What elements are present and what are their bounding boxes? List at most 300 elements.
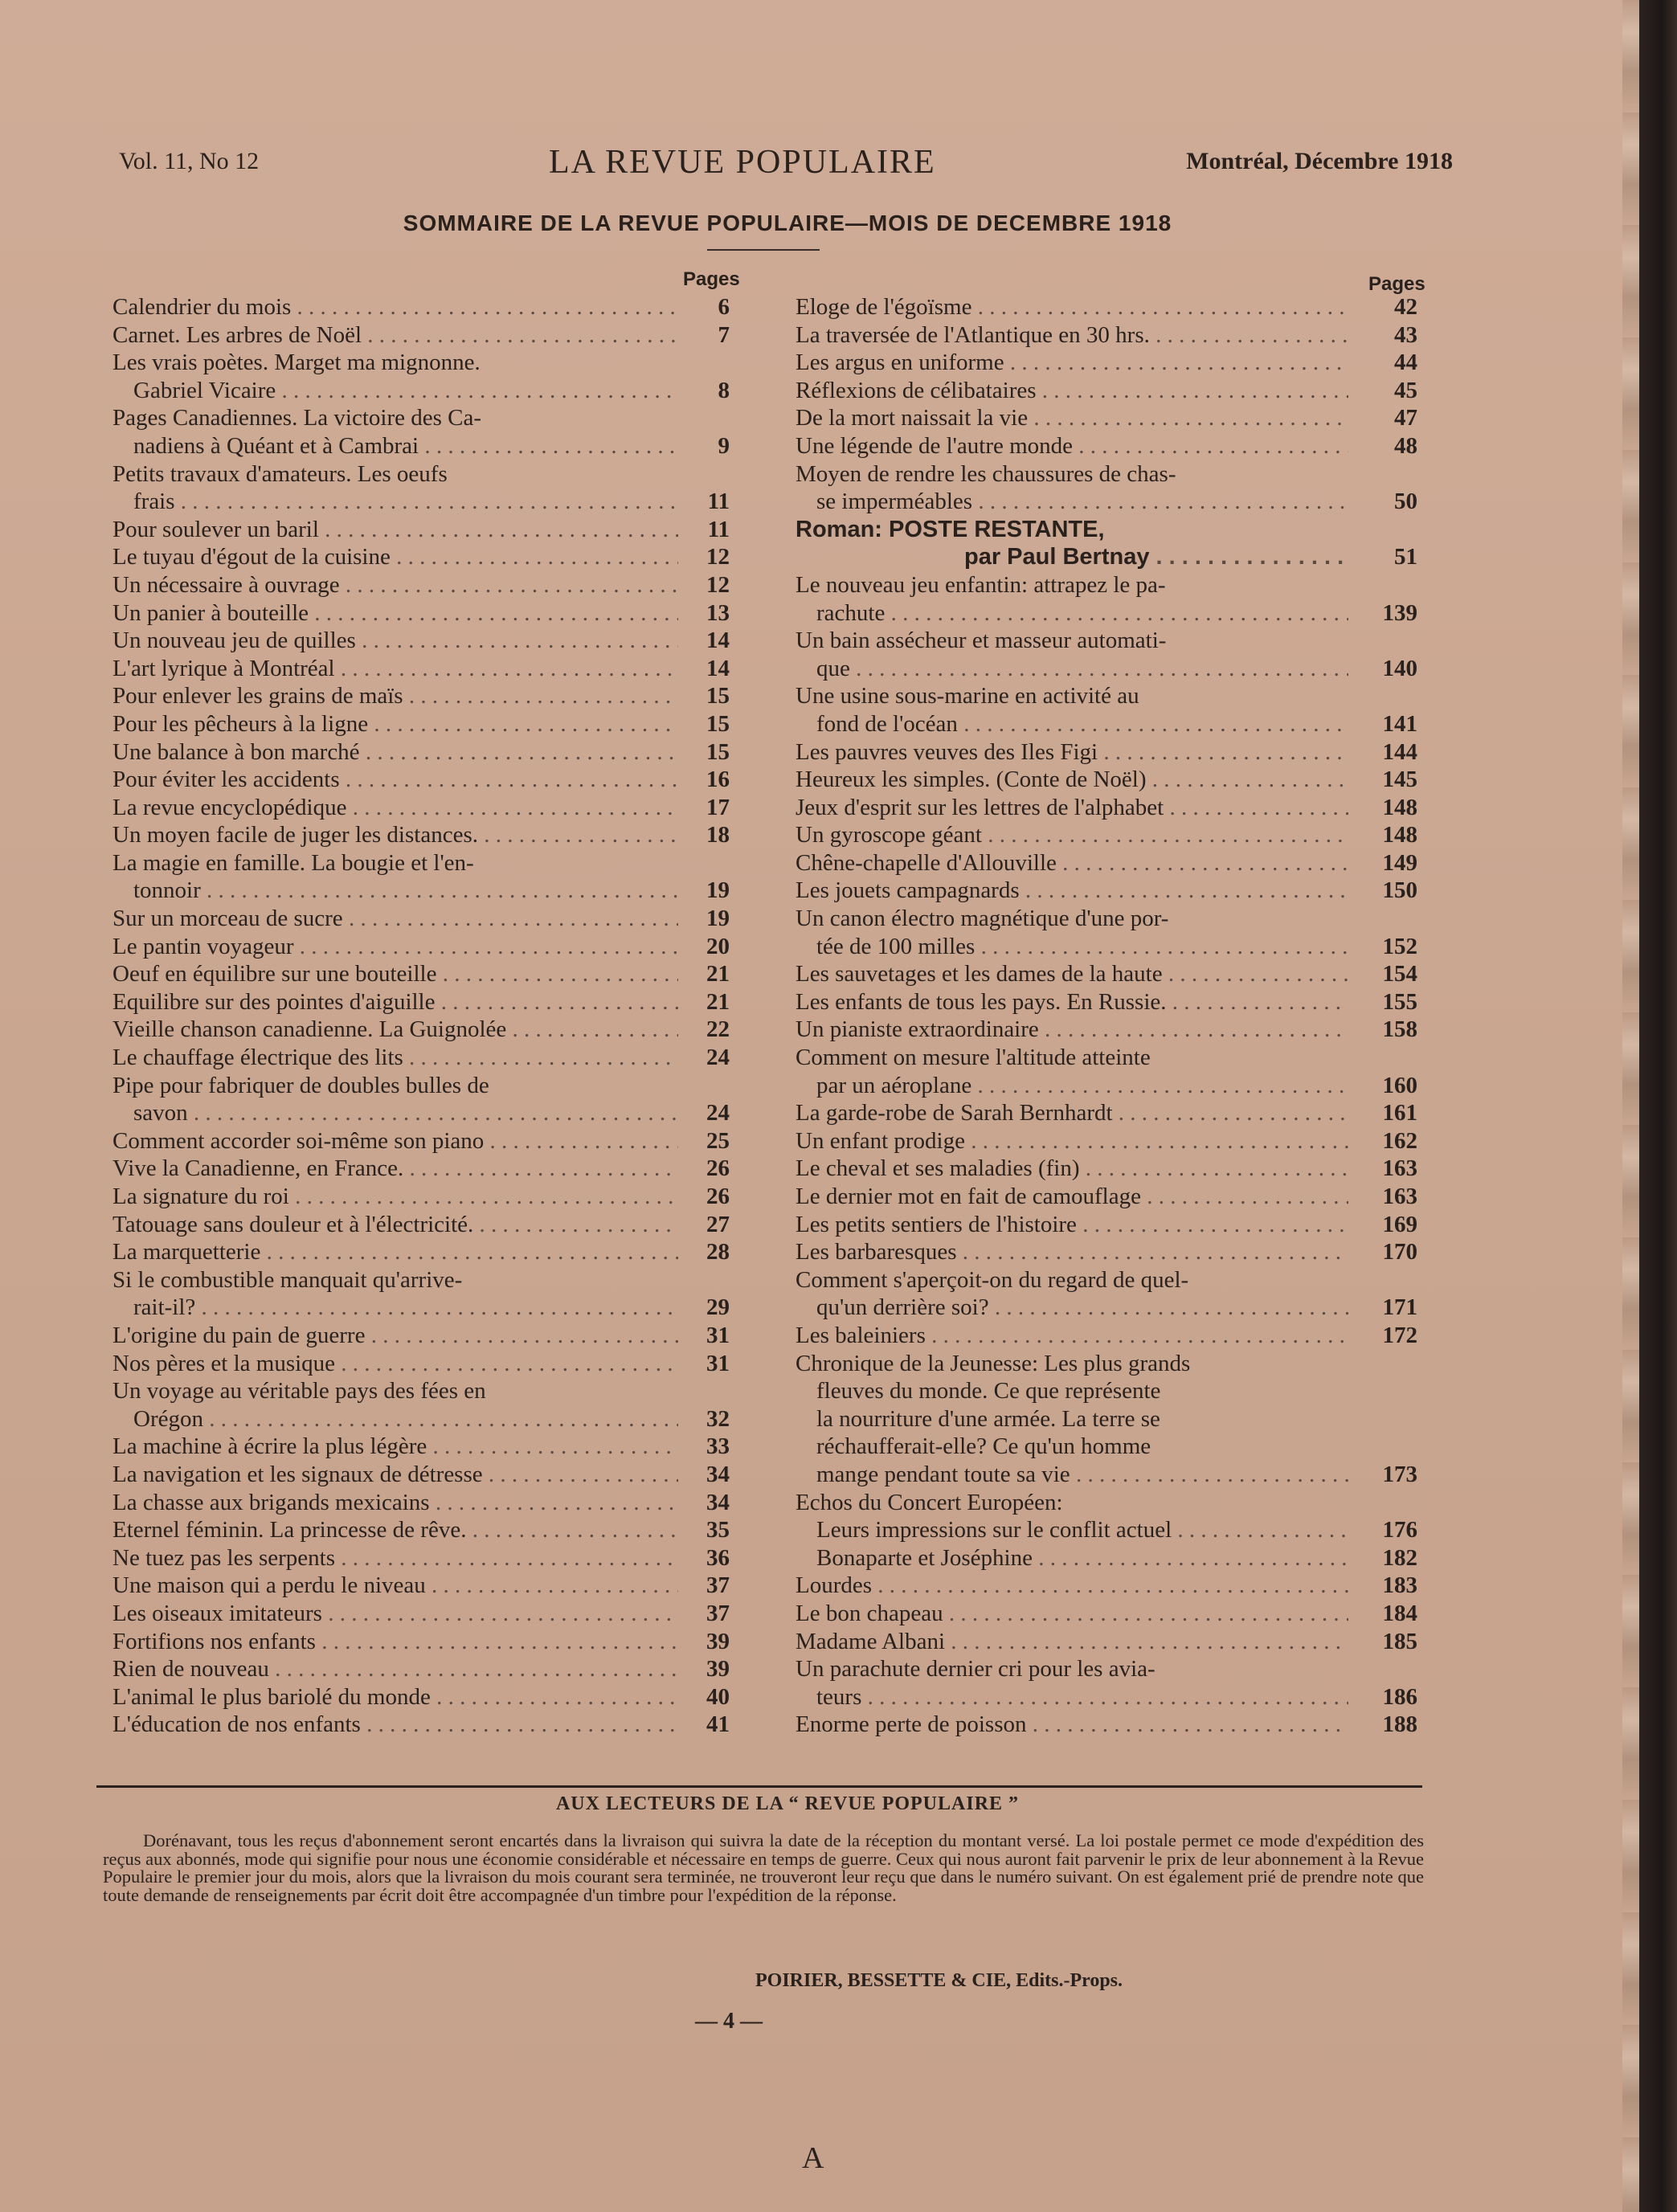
toc-entry — [112, 905, 730, 933]
toc-entry-title: par Paul Bertnay . . . — [796, 543, 1348, 571]
toc-entry — [796, 933, 1417, 961]
toc-entry — [112, 1211, 730, 1239]
toc-entry-title: Fortifions nos enfants . . . — [112, 1628, 678, 1656]
toc-entry-page: 188 — [1382, 1711, 1417, 1738]
toc-entry — [112, 404, 725, 432]
toc-entry — [796, 1072, 1417, 1100]
toc-entry — [112, 1044, 730, 1072]
toc-entry — [796, 1489, 1417, 1517]
toc-entry-title: Un nouveau jeu de quilles . . . — [112, 627, 678, 655]
toc-entry — [796, 1377, 1417, 1405]
notice-title: AUX LECTEURS DE LA “ REVUE POPULAIRE ” — [555, 1793, 1020, 1814]
toc-entry — [112, 1350, 730, 1378]
toc-entry-title: Comment s'aperçoit-on du regard de quel- — [796, 1266, 1189, 1293]
toc-entry — [796, 571, 1417, 599]
toc-entry-page: 39 — [706, 1628, 730, 1654]
toc-entry-title: fleuves du monde. Ce que représente — [816, 1378, 1161, 1404]
toc-entry — [112, 933, 730, 961]
toc-entry — [112, 1544, 730, 1572]
toc-entry-page: 152 — [1382, 933, 1417, 959]
toc-entry-title: Orégon . . . — [112, 1405, 678, 1433]
toc-entry-title: tonnoir . . . — [112, 877, 678, 905]
toc-entry — [796, 1433, 1417, 1461]
toc-entry — [796, 543, 1417, 571]
toc-entry-title: L'animal le plus bariolé du monde . . . — [112, 1683, 678, 1711]
toc-entry-title: Chronique de la Jeunesse: Les plus grands — [796, 1350, 1191, 1376]
toc-entry — [796, 321, 1417, 350]
toc-entry-title: Un moyen facile de juger les distances. . . . — [112, 821, 678, 849]
toc-entry-title: Echos du Concert Européen: — [796, 1489, 1063, 1515]
toc-entry — [796, 682, 1417, 710]
toc-entry-page: 50 — [1394, 489, 1417, 515]
toc-entry-page: 6 — [718, 294, 730, 320]
toc-entry — [112, 682, 730, 710]
toc-entry-page: 186 — [1382, 1683, 1417, 1710]
toc-entry — [796, 1683, 1417, 1711]
toc-entry-title: frais . . . — [112, 488, 678, 516]
toc-entry — [796, 1655, 1417, 1683]
toc-entry-page: 182 — [1382, 1544, 1417, 1571]
toc-entry-title: Tatouage sans douleur et à l'électricité. . . . — [112, 1211, 678, 1239]
left-pages-label: Pages — [683, 268, 740, 290]
toc-entry-title: Carnet. Les arbres de Noël . . . — [112, 321, 678, 350]
toc-entry-page: 11 — [707, 489, 730, 515]
toc-entry — [112, 1683, 730, 1711]
toc-entry-title: Un parachute dernier cri pour les avia- — [796, 1656, 1155, 1683]
toc-entry-title: Moyen de rendre les chaussures de chas- — [796, 460, 1176, 487]
toc-entry-page: 28 — [706, 1239, 730, 1265]
toc-entry — [112, 571, 730, 599]
toc-entry-title: Une usine sous-marine en activité au — [796, 683, 1139, 709]
toc-entry — [112, 321, 730, 350]
toc-entry-title: nadiens à Quéant et à Cambrai . . . — [112, 432, 678, 460]
toc-entry-title: Madame Albani . . . — [796, 1628, 1348, 1656]
toc-entry-title: Les enfants de tous les pays. En Russie. . . . — [796, 988, 1348, 1016]
toc-entry-title: La magie en famille. La bougie et l'en- — [112, 849, 474, 876]
toc-entry — [112, 1016, 730, 1044]
toc-entry-title: Un enfant prodige . . . — [796, 1127, 1348, 1155]
toc-entry-title: Un pianiste extraordinaire . . . — [796, 1016, 1348, 1044]
toc-entry-title: La traversée de l'Atlantique en 30 hrs. . . . — [796, 321, 1348, 350]
toc-entry-title: Pipe pour fabriquer de doubles bulles de — [112, 1072, 489, 1098]
toc-entry-page: 15 — [706, 710, 730, 737]
toc-entry-title: Les sauvetages et les dames de la haute . . . — [796, 960, 1348, 988]
toc-entry-title: Pour soulever un baril . . . — [112, 516, 678, 544]
toc-entry-title: Les pauvres veuves des Iles Figi . . . — [796, 738, 1348, 767]
toc-entry — [112, 655, 730, 683]
toc-entry-title: Enorme perte de poisson . . . — [796, 1711, 1348, 1739]
toc-entry-page: 14 — [706, 628, 730, 654]
toc-entry-page: 31 — [706, 1322, 730, 1348]
toc-entry-page: 36 — [706, 1544, 730, 1571]
toc-entry — [796, 1183, 1417, 1211]
toc-entry-page: 34 — [706, 1489, 730, 1515]
toc-entry-title: Bonaparte et Joséphine . . . — [796, 1544, 1348, 1572]
toc-entry — [796, 599, 1417, 628]
toc-entry-page: 19 — [706, 906, 730, 932]
toc-entry-title: La navigation et les signaux de détresse . . . — [112, 1461, 678, 1489]
toc-entry — [112, 1628, 730, 1656]
toc-entry-title: Roman: POSTE RESTANTE, — [796, 516, 1105, 542]
toc-entry-page: 41 — [706, 1711, 730, 1738]
toc-entry — [796, 1155, 1417, 1183]
toc-entry — [796, 1322, 1417, 1350]
toc-entry-title: Le bon chapeau . . . — [796, 1600, 1348, 1628]
toc-entry-page: 35 — [706, 1517, 730, 1543]
toc-entry-title: Un voyage au véritable pays des fées en — [112, 1378, 486, 1404]
toc-entry-title: Une légende de l'autre monde . . . — [796, 432, 1348, 460]
toc-entry-title: mange pendant toute sa vie . . . — [796, 1461, 1348, 1489]
toc-entry-title: L'origine du pain de guerre . . . — [112, 1322, 678, 1350]
toc-entry — [112, 738, 730, 767]
toc-entry — [112, 627, 730, 655]
toc-entry-title: teurs . . . — [796, 1683, 1348, 1711]
toc-entry-page: 27 — [706, 1211, 730, 1237]
toc-entry-title: se imperméables . . . — [796, 488, 1348, 516]
toc-entry-title: rachute . . . — [796, 599, 1348, 628]
toc-entry-title: Vieille chanson canadienne. La Guignolée . . . — [112, 1016, 678, 1044]
toc-entry-page: 31 — [706, 1350, 730, 1376]
toc-entry-page: 18 — [706, 822, 730, 848]
toc-entry-page: 37 — [706, 1600, 730, 1626]
toc-entry — [796, 627, 1417, 655]
toc-entry-title: Sur un morceau de sucre . . . — [112, 905, 678, 933]
toc-entry — [112, 349, 725, 377]
toc-entry-page: 32 — [706, 1405, 730, 1432]
toc-entry-title: La garde-robe de Sarah Bernhardt . . . — [796, 1099, 1348, 1127]
toc-entry — [112, 460, 725, 489]
toc-entry — [112, 1655, 730, 1683]
toc-entry-title: Eloge de l'égoïsme . . . — [796, 293, 1348, 321]
toc-entry — [796, 1294, 1417, 1322]
toc-entry — [796, 377, 1417, 405]
toc-entry-page: 158 — [1382, 1016, 1417, 1043]
toc-entry — [796, 794, 1417, 822]
toc-entry-page: 163 — [1382, 1155, 1417, 1182]
toc-entry-page: 37 — [706, 1572, 730, 1599]
toc-entry-title: Le tuyau d'égout de la cuisine . . . — [112, 543, 678, 571]
toc-entry-title: Chêne-chapelle d'Allouville . . . — [796, 849, 1348, 877]
toc-entry — [796, 766, 1417, 794]
toc-entry — [796, 1516, 1417, 1544]
toc-entry-title: Un canon électro magnétique d'une por- — [796, 906, 1169, 932]
toc-entry — [112, 293, 730, 321]
toc-entry-title: savon . . . — [112, 1099, 678, 1127]
toc-entry — [796, 1211, 1417, 1239]
toc-entry — [796, 655, 1417, 683]
toc-entry-page: 15 — [706, 738, 730, 765]
toc-entry-title: la nourriture d'une armée. La terre se — [816, 1405, 1160, 1432]
toc-entry — [112, 1489, 730, 1517]
toc-entry-title: Comment accorder soi-même son piano . . . — [112, 1127, 678, 1155]
toc-entry — [796, 488, 1417, 516]
toc-entry — [112, 1155, 730, 1183]
toc-entry-title: que . . . — [796, 655, 1348, 683]
toc-entry-page: 24 — [706, 1100, 730, 1126]
toc-entry-page: 8 — [718, 377, 730, 403]
toc-entry — [112, 1711, 730, 1739]
toc-entry — [112, 821, 730, 849]
publisher-line: POIRIER, BESSETTE & CIE, Edits.-Props. — [755, 1970, 1123, 1991]
toc-entry-page: 183 — [1382, 1572, 1417, 1599]
toc-entry-title: Les oiseaux imitateurs . . . — [112, 1600, 678, 1628]
toc-entry — [796, 988, 1417, 1016]
toc-entry — [112, 516, 730, 544]
toc-left-column — [112, 293, 730, 1739]
toc-entry-title: La machine à écrire la plus légère . . . — [112, 1433, 678, 1461]
toc-entry-page: 170 — [1382, 1239, 1417, 1265]
toc-entry-page: 13 — [706, 599, 730, 626]
toc-entry — [112, 1405, 730, 1433]
toc-entry — [112, 1433, 730, 1461]
page-header — [119, 143, 1453, 183]
toc-entry-title: Pour éviter les accidents . . . — [112, 766, 678, 794]
toc-entry-page: 44 — [1394, 350, 1417, 376]
toc-entry-page: 47 — [1394, 405, 1417, 431]
toc-entry-title: Gabriel Vicaire . . . — [112, 377, 678, 405]
toc-entry-title: Les jouets campagnards . . . — [796, 877, 1348, 905]
toc-entry-title: La revue encyclopédique . . . — [112, 794, 678, 822]
toc-entry-page: 140 — [1382, 655, 1417, 681]
toc-entry-page: 12 — [706, 544, 730, 570]
toc-entry-page: 163 — [1382, 1184, 1417, 1209]
notice-body: Dorénavant, tous les reçus d'abonnement seront encartés dans la livraison qui suivra la date de la réception du montant versé. La loi postale permet ce mode d'expédition des reçus aux abonnés, mode qui signifie pour nous une économie considérable et nécessaire en temps de guerre. Ceux qui nous auront fait parvenir le prix de leur abonnement à la Revue Populaire le premier jour du mois, alors que la livraison du mois courant sera terminée, ne trouveront leur reçu que dans le numéro suivant. On est également prié de prendre note que toute demande de renseignements par écrit doit être accompagnée d'un timbre pour l'expédition de la réponse. — [103, 1830, 1424, 1905]
toc-entry-page: 45 — [1394, 377, 1417, 403]
toc-entry-title: Pour enlever les grains de maïs . . . — [112, 682, 678, 710]
toc-entry-page: 141 — [1382, 710, 1417, 737]
toc-entry — [796, 1016, 1417, 1044]
toc-entry-title: L'éducation de nos enfants . . . — [112, 1711, 678, 1739]
toc-entry — [112, 432, 730, 460]
toc-entry-title: Equilibre sur des pointes d'aiguille . . . — [112, 988, 678, 1016]
toc-entry — [796, 1266, 1417, 1294]
toc-entry-page: 173 — [1382, 1461, 1417, 1487]
toc-entry-title: Comment on mesure l'altitude atteinte — [796, 1045, 1151, 1071]
toc-entry-title: La marquetterie . . . — [112, 1238, 678, 1266]
toc-entry-page: 25 — [706, 1127, 730, 1154]
toc-entry-page: 34 — [706, 1461, 730, 1487]
toc-entry-page: 150 — [1382, 877, 1417, 904]
toc-entry-page: 162 — [1382, 1127, 1417, 1154]
toc-entry — [796, 738, 1417, 767]
toc-entry — [112, 877, 730, 905]
toc-entry-page: 24 — [706, 1045, 730, 1071]
toc-entry — [112, 1377, 725, 1405]
toc-entry — [112, 1294, 730, 1322]
toc-entry — [796, 1544, 1417, 1572]
toc-entry — [112, 988, 730, 1016]
toc-entry-page: 11 — [707, 516, 730, 542]
toc-entry — [796, 460, 1417, 489]
toc-entry-page: 43 — [1394, 321, 1417, 348]
toc-entry-page: 15 — [706, 683, 730, 709]
toc-entry-title: Les petits sentiers de l'histoire . . . — [796, 1211, 1348, 1239]
toc-entry-page: 185 — [1382, 1628, 1417, 1654]
toc-entry-title: Un nécessaire à ouvrage . . . — [112, 571, 678, 599]
place-date: Montréal, Décembre 1918 — [1186, 148, 1453, 174]
toc-entry-page: 17 — [706, 794, 730, 820]
toc-entry — [796, 293, 1417, 321]
toc-entry-title: Jeux d'esprit sur les lettres de l'alphabet . . . — [796, 794, 1348, 822]
toc-entry-page: 22 — [706, 1016, 730, 1043]
toc-entry-page: 48 — [1394, 432, 1417, 459]
toc-entry-title: Une balance à bon marché . . . — [112, 738, 678, 767]
toc-entry — [796, 1099, 1417, 1127]
toc-entry-title: Les argus en uniforme . . . — [796, 349, 1348, 377]
toc-entry-page: 26 — [706, 1155, 730, 1182]
toc-entry-title: La signature du roi . . . — [112, 1183, 678, 1211]
toc-entry-title: Vive la Canadienne, en France. . . . — [112, 1155, 678, 1183]
toc-entry-title: Rien de nouveau . . . — [112, 1655, 678, 1683]
toc-entry-title: Leurs impressions sur le conflit actuel . . . — [796, 1516, 1348, 1544]
toc-entry — [796, 1350, 1417, 1378]
toc-entry — [112, 543, 730, 571]
toc-entry — [112, 599, 730, 628]
toc-entry-title: Le nouveau jeu enfantin: attrapez le pa- — [796, 571, 1166, 598]
toc-entry — [112, 766, 730, 794]
toc-entry — [796, 404, 1417, 432]
toc-entry — [796, 821, 1417, 849]
toc-entry-page: 145 — [1382, 767, 1417, 793]
toc-entry — [112, 1127, 730, 1155]
toc-entry-title: De la mort naissait la vie . . . — [796, 404, 1348, 432]
toc-entry-title: Le chauffage électrique des lits . . . — [112, 1044, 678, 1072]
toc-entry-title: L'art lyrique à Montréal . . . — [112, 655, 678, 683]
toc-entry-page: 42 — [1394, 294, 1417, 320]
toc-entry — [112, 849, 725, 877]
toc-entry — [112, 710, 730, 738]
toc-entry — [796, 349, 1417, 377]
bottom-mark: A — [802, 2141, 824, 2175]
toc-entry-page: 155 — [1382, 988, 1417, 1015]
toc-entry-title: Le pantin voyageur . . . — [112, 933, 678, 961]
toc-entry — [796, 960, 1417, 988]
toc-entry-title: Réflexions de célibataires . . . — [796, 377, 1348, 405]
journal-title: LA REVUE POPULAIRE — [549, 144, 936, 181]
toc-entry — [796, 1127, 1417, 1155]
toc-entry-title: Heureux les simples. (Conte de Noël) . . . — [796, 766, 1348, 794]
toc-entry-title: qu'un derrière soi? . . . — [796, 1294, 1348, 1322]
toc-entry-page: 21 — [706, 961, 730, 987]
toc-entry — [796, 1628, 1417, 1656]
toc-entry — [112, 1572, 730, 1600]
toc-entry — [796, 710, 1417, 738]
toc-entry-page: 19 — [706, 877, 730, 904]
toc-entry-page: 14 — [706, 655, 730, 681]
toc-entry-page: 171 — [1382, 1294, 1417, 1321]
toc-entry — [112, 1072, 725, 1100]
toc-entry — [112, 1516, 730, 1544]
toc-entry-page: 39 — [706, 1656, 730, 1683]
toc-entry-title: réchaufferait-elle? Ce qu'un homme — [816, 1433, 1151, 1460]
toc-entry-title: rait-il? . . . — [112, 1294, 678, 1322]
toc-entry — [796, 1600, 1417, 1628]
toc-entry — [796, 1238, 1417, 1266]
toc-entry-page: 20 — [706, 933, 730, 959]
toc-entry-title: Calendrier du mois . . . — [112, 293, 678, 321]
toc-entry-page: 16 — [706, 767, 730, 793]
toc-entry-title: Oeuf en équilibre sur une bouteille . . . — [112, 960, 678, 988]
toc-entry-page: 7 — [718, 321, 730, 348]
toc-entry-page: 144 — [1382, 738, 1417, 765]
toc-entry — [796, 905, 1417, 933]
toc-entry-page: 161 — [1382, 1100, 1417, 1126]
sommaire-heading: SOMMAIRE DE LA REVUE POPULAIRE—MOIS DE DECEMBRE 1918 — [403, 211, 1172, 235]
toc-entry-title: Les barbaresques . . . — [796, 1238, 1348, 1266]
toc-entry-title: La chasse aux brigands mexicains . . . — [112, 1489, 678, 1517]
toc-entry — [796, 516, 1417, 544]
toc-entry-title: Pages Canadiennes. La victoire des Ca- — [112, 405, 482, 431]
toc-entry-page: 26 — [706, 1184, 730, 1209]
toc-entry-page: 51 — [1394, 544, 1417, 570]
toc-entry-page: 33 — [706, 1433, 730, 1460]
toc-entry — [112, 488, 730, 516]
toc-entry-title: Le dernier mot en fait de camouflage . . . — [796, 1183, 1348, 1211]
volume-number: Vol. 11, No 12 — [119, 148, 260, 174]
toc-entry-title: fond de l'océan . . . — [796, 710, 1348, 738]
toc-entry-title: Nos pères et la musique . . . — [112, 1350, 678, 1378]
toc-entry-title: par un aéroplane . . . — [796, 1072, 1348, 1100]
page-number: — 4 — — [695, 2009, 763, 2034]
toc-entry — [112, 1266, 725, 1294]
toc-entry — [796, 1711, 1417, 1739]
toc-entry-page: 40 — [706, 1683, 730, 1710]
toc-entry-page: 169 — [1382, 1211, 1417, 1237]
toc-entry — [112, 1322, 730, 1350]
toc-entry — [112, 1600, 730, 1628]
toc-entry-title: Pour les pêcheurs à la ligne . . . — [112, 710, 678, 738]
toc-entry — [112, 794, 730, 822]
toc-entry-page: 148 — [1382, 822, 1417, 848]
toc-entry-title: Les vrais poètes. Marget ma mignonne. — [112, 350, 481, 376]
toc-entry — [796, 1044, 1417, 1072]
toc-entry — [112, 1183, 730, 1211]
toc-entry-page: 154 — [1382, 961, 1417, 987]
toc-entry-title: Le cheval et ses maladies (fin) . . . — [796, 1155, 1348, 1183]
toc-entry-page: 149 — [1382, 849, 1417, 876]
toc-entry-page: 29 — [706, 1294, 730, 1321]
toc-entry — [796, 1572, 1417, 1600]
heading-rule — [707, 249, 820, 251]
right-pages-label: Pages — [1368, 273, 1425, 295]
toc-entry-title: Une maison qui a perdu le niveau . . . — [112, 1572, 678, 1600]
toc-entry-page: 12 — [706, 571, 730, 598]
toc-entry-title: Les baleiniers . . . — [796, 1322, 1348, 1350]
toc-entry-title: Si le combustible manquait qu'arrive- — [112, 1266, 463, 1293]
toc-entry-title: Un gyroscope géant . . . — [796, 821, 1348, 849]
toc-entry-page: 21 — [706, 988, 730, 1015]
toc-entry-title: Ne tuez pas les serpents . . . — [112, 1544, 678, 1572]
toc-entry-page: 160 — [1382, 1072, 1417, 1098]
toc-entry — [112, 377, 730, 405]
toc-entry-page: 176 — [1382, 1517, 1417, 1543]
toc-entry — [796, 1405, 1417, 1433]
toc-entry — [796, 849, 1417, 877]
toc-entry-title: Lourdes . . . — [796, 1572, 1348, 1600]
toc-entry-page: 139 — [1382, 599, 1417, 626]
toc-entry-title: tée de 100 milles . . . — [796, 933, 1348, 961]
toc-entry-title: Petits travaux d'amateurs. Les oeufs — [112, 460, 448, 487]
toc-entry-title: Un panier à bouteille . . . — [112, 599, 678, 628]
toc-entry — [112, 960, 730, 988]
toc-entry — [112, 1099, 730, 1127]
section-rule — [96, 1785, 1422, 1788]
binding-spine — [1639, 0, 1677, 2212]
toc-entry-page: 9 — [718, 432, 730, 459]
toc-entry — [112, 1461, 730, 1489]
toc-entry-page: 184 — [1382, 1600, 1417, 1626]
toc-right-column — [796, 293, 1417, 1739]
